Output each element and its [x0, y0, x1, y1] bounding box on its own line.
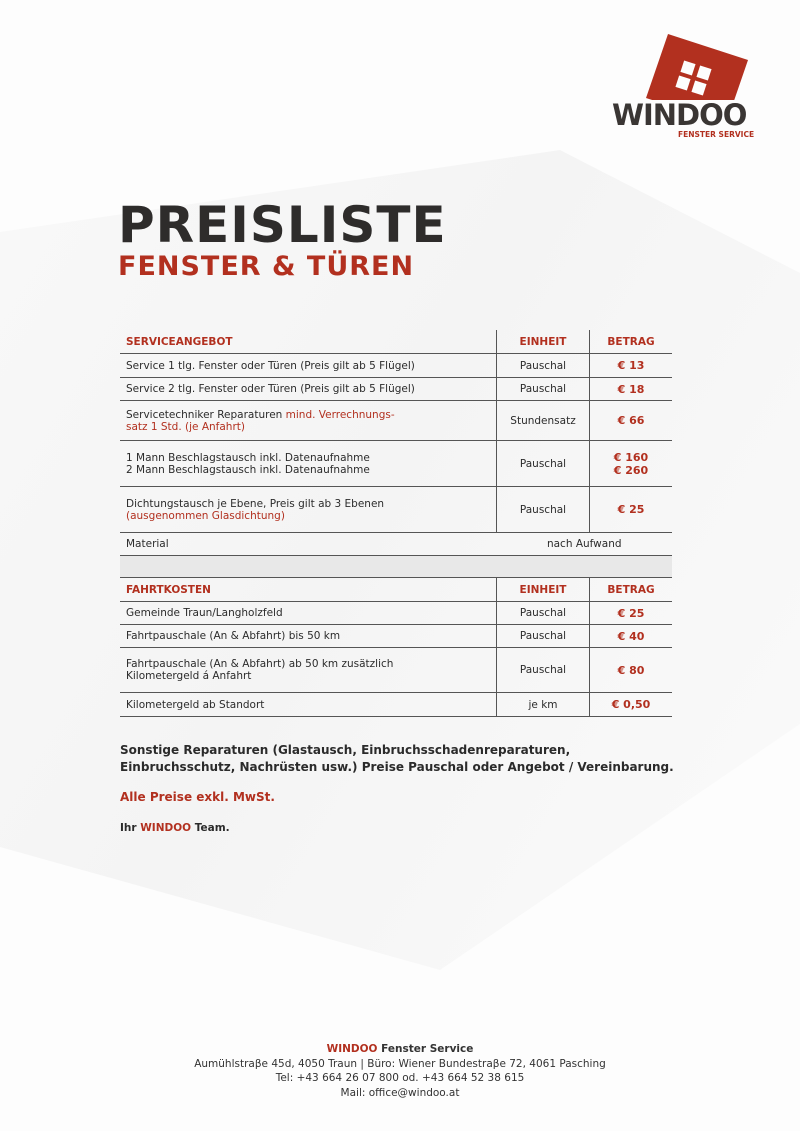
table-row: [120, 648, 672, 693]
row-text: 1 Mann Beschlagstausch inkl. Datenaufnahme: [126, 451, 370, 464]
row-price-value: € 260: [613, 463, 649, 477]
row-unit: Pauschal: [497, 625, 590, 648]
row-price: € 25: [590, 602, 673, 625]
row-text-highlight: mind. Verrechnungs-: [285, 408, 395, 421]
footer-address: Aumühlstraβe 45d, 4050 Traun | Büro: Wiener Bundestraβe 72, 4061 Pasching: [194, 1057, 606, 1070]
row-description: Gemeinde Traun/Langholzfeld: [120, 602, 497, 625]
service-header-label: SERVICEANGEBOT: [120, 330, 497, 354]
row-description: [120, 648, 497, 693]
row-price: € 25: [590, 487, 673, 533]
row-description: Service 2 tlg. Fenster oder Türen (Preis gilt ab 5 Flügel): [120, 378, 497, 401]
row-price: € 66: [590, 401, 673, 441]
page-title: PREISLISTE: [118, 196, 447, 254]
material-row: [120, 533, 672, 556]
signoff-suffix: Team.: [191, 822, 230, 834]
windoo-logo: [608, 24, 768, 144]
row-price: [590, 441, 673, 487]
signoff-prefix: Ihr: [120, 822, 141, 834]
footer-brand-rest: Fenster Service: [377, 1043, 474, 1055]
travel-header-price: BETRAG: [590, 578, 673, 602]
row-price: € 18: [590, 378, 673, 401]
service-header-unit: EINHEIT: [497, 330, 590, 354]
row-unit: Pauschal: [497, 602, 590, 625]
footer-brand-line: [0, 1042, 800, 1057]
table-row: [120, 693, 672, 717]
footer-mail: Mail: office@windoo.at: [340, 1086, 460, 1099]
footer-brand: WINDOO: [326, 1043, 378, 1055]
table-row: [120, 441, 672, 487]
row-description: [120, 441, 497, 487]
row-description: [120, 487, 497, 533]
signoff: [120, 822, 230, 834]
row-unit: Pauschal: [497, 378, 590, 401]
table-row: [120, 602, 672, 625]
service-header-price: BETRAG: [590, 330, 673, 354]
row-text-highlight: (ausgenommen Glasdichtung): [126, 509, 285, 522]
row-unit: Pauschal: [497, 648, 590, 693]
row-price: € 80: [590, 648, 673, 693]
row-unit: Pauschal: [497, 441, 590, 487]
row-description: Kilometergeld ab Standort: [120, 693, 497, 717]
price-table: [120, 330, 672, 717]
row-unit: Stundensatz: [497, 401, 590, 441]
other-repairs-note: Sonstige Reparaturen (Glastausch, Einbruchsschadenreparaturen, Einbruchsschutz, Nachrüsten usw.) Preise Pauschal oder Angebot / Vereinbarung.: [120, 743, 674, 775]
page-subtitle: FENSTER & TÜREN: [118, 251, 415, 282]
row-text-highlight: satz 1 Std. (je Anfahrt): [126, 420, 245, 433]
table-row: [120, 625, 672, 648]
logo-text: WINDOO: [612, 98, 747, 132]
material-label: Material: [120, 533, 497, 556]
service-header-row: [120, 330, 672, 354]
row-text: Fahrtpauschale (An & Abfahrt) ab 50 km zusätzlich: [126, 658, 394, 670]
footer: [0, 1042, 800, 1100]
logo-subtitle: FENSTER SERVICE: [678, 130, 755, 139]
table-row: [120, 354, 672, 378]
row-unit: je km: [497, 693, 590, 717]
row-text: Servicetechniker Reparaturen: [126, 408, 286, 421]
row-description: [120, 401, 497, 441]
footer-phone: Tel: +43 664 26 07 800 od. +43 664 52 38 615: [275, 1072, 525, 1084]
row-text: 2 Mann Beschlagstausch inkl. Datenaufnahme: [126, 463, 370, 476]
material-value: nach Aufwand: [497, 533, 673, 556]
spacer-cell: [120, 556, 672, 578]
signoff-brand: WINDOO: [140, 822, 192, 834]
row-price: € 40: [590, 625, 673, 648]
row-description: Fahrtpauschale (An & Abfahrt) bis 50 km: [120, 625, 497, 648]
travel-header-unit: EINHEIT: [497, 578, 590, 602]
row-price: € 13: [590, 354, 673, 378]
travel-header-label: FAHRTKOSTEN: [120, 578, 497, 602]
vat-note: Alle Preise exkl. MwSt.: [120, 790, 275, 804]
table-row: [120, 487, 672, 533]
row-price-value: € 160: [613, 450, 649, 464]
table-row: [120, 378, 672, 401]
row-price: € 0,50: [590, 693, 673, 717]
table-spacer: [120, 556, 672, 578]
row-unit: Pauschal: [497, 354, 590, 378]
row-unit: Pauschal: [497, 487, 590, 533]
table-row: [120, 401, 672, 441]
row-text: Dichtungstausch je Ebene, Preis gilt ab 3 Ebenen: [126, 497, 385, 510]
row-text: Kilometergeld á Anfahrt: [126, 670, 252, 682]
row-description: Service 1 tlg. Fenster oder Türen (Preis gilt ab 5 Flügel): [120, 354, 497, 378]
travel-header-row: [120, 578, 672, 602]
